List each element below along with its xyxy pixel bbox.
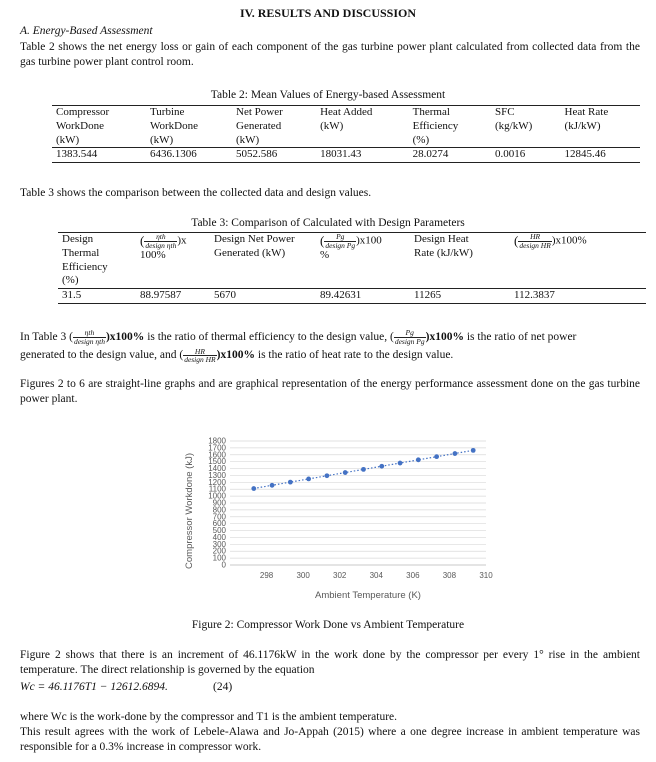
- table2-header-cell: Heat Rate (kJ/kW): [561, 106, 640, 148]
- table3-cell: 5670: [210, 289, 316, 304]
- x-tick-label: 300: [296, 571, 310, 580]
- paragraph-figures-intro: Figures 2 to 6 are straight-line graphs and are graphical representation of the energy performance assessment done on the gas turbine power plant.: [20, 378, 640, 405]
- y-tick-label: 1000: [208, 491, 226, 501]
- table2-cell: 1383.544: [52, 148, 146, 163]
- table2-caption: Table 2: Mean Values of Energy-based Assessment: [210, 89, 446, 101]
- x-tick-label: 308: [442, 571, 457, 580]
- table3-cell: 89.42631: [316, 289, 410, 304]
- y-tick-label: 1400: [208, 464, 226, 474]
- data-point: [306, 476, 311, 481]
- subsection-heading: A. Energy-Based Assessment: [20, 25, 153, 37]
- paragraph-variable-definition: where Wc is the work-done by the compressor and T1 is the ambient temperature.: [20, 711, 398, 723]
- data-point: [343, 470, 348, 475]
- table3-header-design-net-power: Design Net Power Generated (kW): [210, 233, 316, 289]
- equation-compressor-work: Wc = 46.1176T1 − 12612.6894.: [20, 681, 168, 693]
- x-tick-label: 302: [333, 571, 347, 580]
- data-point: [270, 483, 275, 488]
- y-tick-label: 100: [212, 553, 226, 563]
- data-point: [379, 464, 384, 469]
- y-tick-label: 1100: [208, 484, 226, 494]
- y-tick-label: 800: [212, 505, 226, 515]
- data-point: [361, 467, 366, 472]
- x-tick-label: 298: [259, 571, 274, 580]
- paragraph-literature-agreement: This result agrees with the work of Lebele-Alawa and Jo-Appah (2015) where a one degree increase in ambient temperature was responsible for a 0.3% increase in compressor work.: [20, 726, 640, 753]
- table3-caption: Table 3: Comparison of Calculated with Design Parameters: [191, 217, 465, 229]
- table2-header-cell: Net Power Generated (kW): [232, 106, 316, 148]
- data-point: [251, 486, 256, 491]
- table2: [52, 105, 640, 163]
- y-tick-label: 900: [212, 498, 226, 508]
- table3-cell: 88.97587: [136, 289, 210, 304]
- table2-header-cell: Compressor WorkDone (kW): [52, 106, 146, 148]
- table3-header-efficiency-ratio: ( $\frac{\text{ηth}}{\text{design ηth}}$ )x 100%: [136, 233, 210, 289]
- table3-header-power-ratio: ( $\frac{Pg}{\text{design Pg}}$ )x100 %: [316, 233, 410, 289]
- data-point: [471, 448, 476, 453]
- y-tick-label: 1600: [208, 450, 226, 460]
- table2-header-cell: SFC (kg/kW): [491, 106, 561, 148]
- y-tick-label: 1200: [208, 477, 226, 487]
- figure2-caption: Figure 2: Compressor Work Done vs Ambient Temperature: [191, 619, 465, 631]
- y-tick-label: 700: [212, 512, 226, 522]
- y-axis-title: Compressor Workdone (kJ): [184, 453, 195, 569]
- table2-header-cell: Heat Added (kW): [316, 106, 409, 148]
- x-tick-label: 306: [406, 571, 420, 580]
- table3-cell: 31.5: [58, 289, 136, 304]
- table2-cell: 5052.586: [232, 148, 316, 163]
- y-tick-label: 1500: [208, 457, 226, 467]
- table2-header-cell: Turbine WorkDone (kW): [146, 106, 232, 148]
- table3-header-design-heat-rate: Design Heat Rate (kJ/kW): [410, 233, 510, 289]
- x-axis-title: Ambient Temperature (K): [315, 590, 421, 601]
- y-tick-label: 1700: [208, 443, 226, 453]
- data-point: [434, 454, 439, 459]
- y-tick-label: 400: [212, 532, 226, 542]
- equation-number: (24): [213, 681, 233, 693]
- y-tick-label: 600: [212, 519, 226, 529]
- compressor-work-chart: [180, 432, 500, 610]
- table2-cell: 28.0274: [409, 148, 491, 163]
- table3-header-heat-rate-ratio: ( $\frac{HR}{\text{design HR}}$ )x100%: [510, 233, 646, 289]
- table3-cell: 112.3837: [510, 289, 646, 304]
- paragraph-figure2-discussion: Figure 2 shows that there is an increment of 46.1176kW in the work done by the compressor per every 1° rise in the ambient temperature. The direct relationship is governed by the equation: [20, 649, 640, 676]
- y-tick-label: 500: [212, 526, 226, 536]
- y-tick-label: 1800: [208, 436, 226, 446]
- y-tick-label: 300: [212, 539, 226, 549]
- data-point: [453, 451, 458, 456]
- table2-header-cell: Thermal Efficiency (%): [409, 106, 491, 148]
- data-point: [416, 457, 421, 462]
- data-point: [398, 461, 403, 466]
- table2-cell: 18031.43: [316, 148, 409, 163]
- section-heading: IV. RESULTS AND DISCUSSION: [239, 6, 417, 20]
- y-tick-label: 0: [221, 560, 226, 570]
- table2-cell: 0.0016: [491, 148, 561, 163]
- y-tick-label: 200: [212, 546, 226, 556]
- data-point: [288, 480, 293, 485]
- x-tick-label: 304: [369, 571, 383, 580]
- data-point: [325, 473, 330, 478]
- table2-cell: 6436.1306: [146, 148, 232, 163]
- x-tick-label: 310: [479, 571, 493, 580]
- paragraph-table3-intro: Table 3 shows the comparison between the collected data and design values.: [20, 187, 372, 199]
- y-tick-label: 1300: [208, 470, 226, 480]
- table3-cell: 11265: [410, 289, 510, 304]
- paragraph-table2-intro: Table 2 shows the net energy loss or gain of each component of the gas turbine power plant calculated from collected data from the gas turbine power plant control room.: [20, 41, 640, 68]
- table2-cell: 12845.46: [561, 148, 640, 163]
- table3-header-design-efficiency: Design Thermal Efficiency (%): [58, 233, 136, 289]
- paragraph-ratio-explanation: In Table 3 ( $\frac{\text{ηth}}{\text{design ηth}}$ )x100% is the ratio of thermal efficiency to the design value, ( $\frac{Pg}{\text{design Pg}}$ )x100% is the ratio of net power generated to the design value, and ( $\frac{HR}{\text{design HR}}$ )x100% is the ratio of heat rate to the design value.: [20, 328, 577, 365]
- table3: [58, 232, 646, 304]
